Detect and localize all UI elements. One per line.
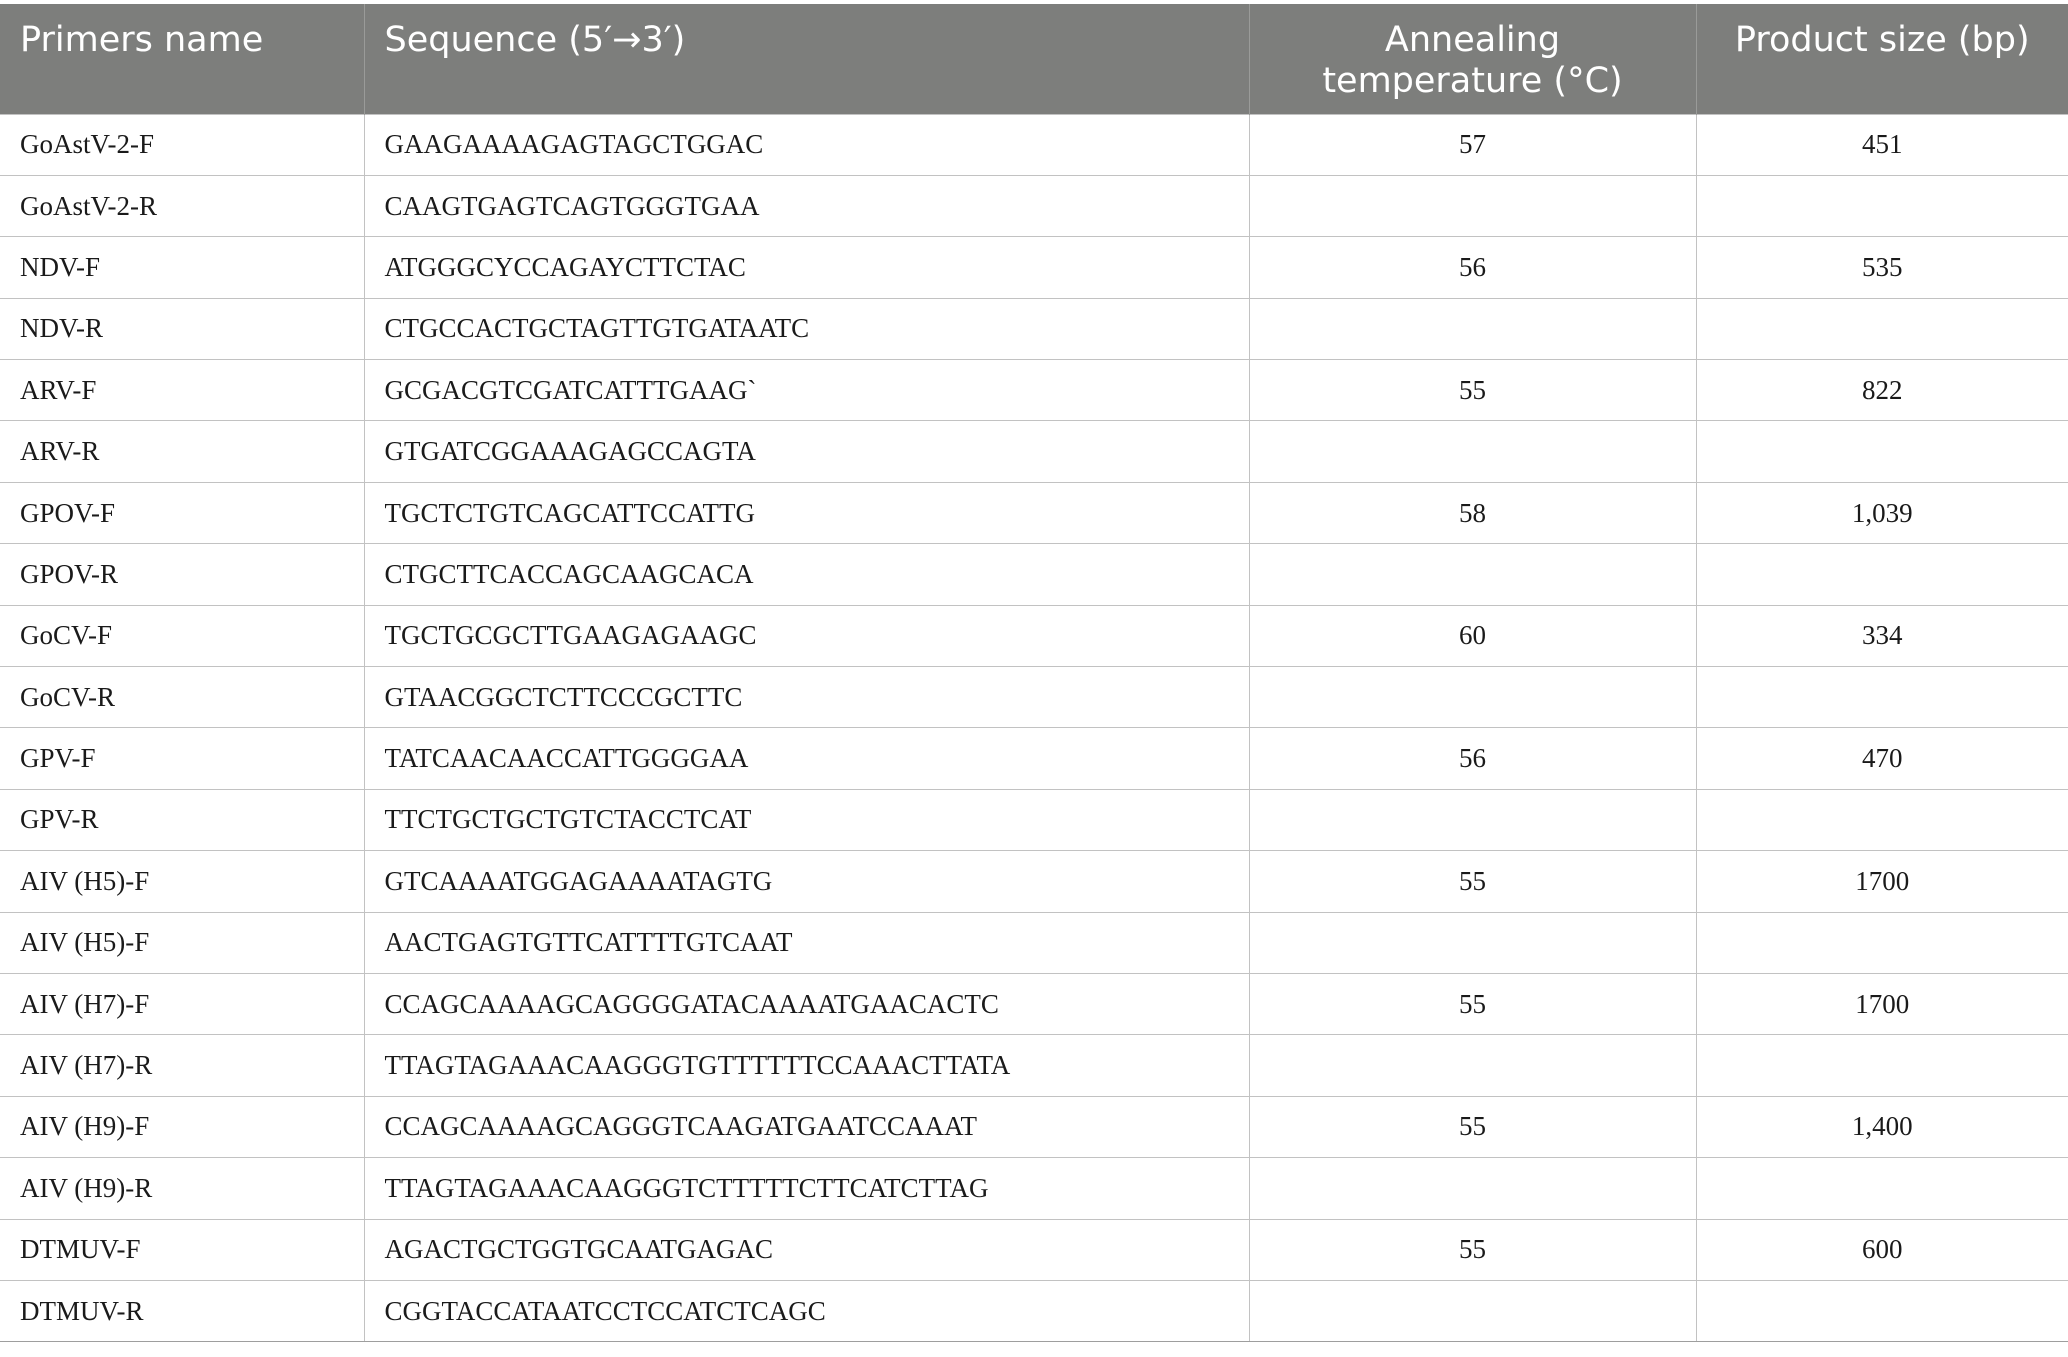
table-row — [0, 544, 2068, 605]
table-row — [0, 360, 2068, 421]
primer-name-cell: ARV-F — [0, 360, 364, 421]
annealing-temperature-cell: 56 — [1249, 237, 1696, 298]
table-row — [0, 114, 2068, 175]
sequence-cell: GTGATCGGAAAGAGCCAGTA — [364, 421, 1249, 482]
annealing-temperature-cell: 55 — [1249, 360, 1696, 421]
table-row — [0, 605, 2068, 666]
product-size-cell: 1700 — [1696, 973, 2068, 1034]
sequence-cell: GAAGAAAAGAGTAGCTGGAC — [364, 114, 1249, 175]
sequence-cell: TATCAACAACCATTGGGGAA — [364, 728, 1249, 789]
table-row — [0, 1096, 2068, 1157]
product-size-cell: 600 — [1696, 1219, 2068, 1280]
product-size-cell — [1696, 667, 2068, 728]
product-size-cell — [1696, 1035, 2068, 1096]
product-size-cell — [1696, 298, 2068, 359]
product-size-cell: 1700 — [1696, 851, 2068, 912]
annealing-temperature-cell — [1249, 544, 1696, 605]
annealing-temperature-cell — [1249, 789, 1696, 850]
product-size-cell: 1,039 — [1696, 482, 2068, 543]
product-size-cell — [1696, 1280, 2068, 1341]
sequence-cell: AACTGAGTGTTCATTTTGTCAAT — [364, 912, 1249, 973]
annealing-temperature-cell: 55 — [1249, 1096, 1696, 1157]
primer-name-cell: AIV (H9)-R — [0, 1158, 364, 1219]
annealing-temperature-cell: 60 — [1249, 605, 1696, 666]
primer-name-cell: NDV-F — [0, 237, 364, 298]
sequence-cell: CTGCTTCACCAGCAAGCACA — [364, 544, 1249, 605]
primer-name-cell: GPV-R — [0, 789, 364, 850]
sequence-cell: AGACTGCTGGTGCAATGAGAC — [364, 1219, 1249, 1280]
annealing-temperature-cell — [1249, 1035, 1696, 1096]
sequence-cell: CCAGCAAAAGCAGGGGATACAAAATGAACACTC — [364, 973, 1249, 1034]
product-size-cell: 822 — [1696, 360, 2068, 421]
primer-name-cell: GoAstV-2-R — [0, 175, 364, 236]
sequence-cell: TTAGTAGAAACAAGGGTGTTTTTTCCAAACTTATA — [364, 1035, 1249, 1096]
table-row — [0, 482, 2068, 543]
sequence-cell: GCGACGTCGATCATTTGAAG` — [364, 360, 1249, 421]
product-size-cell: 535 — [1696, 237, 2068, 298]
primer-name-cell: GoAstV-2-F — [0, 114, 364, 175]
table-row — [0, 421, 2068, 482]
table-row — [0, 1219, 2068, 1280]
header-primers-name: Primers name — [0, 4, 364, 114]
sequence-cell: CTGCCACTGCTAGTTGTGATAATC — [364, 298, 1249, 359]
primer-name-cell: DTMUV-R — [0, 1280, 364, 1341]
product-size-cell: 470 — [1696, 728, 2068, 789]
table-body — [0, 114, 2068, 1342]
annealing-temperature-cell — [1249, 667, 1696, 728]
product-size-cell — [1696, 544, 2068, 605]
primer-name-cell: GPV-F — [0, 728, 364, 789]
table-row — [0, 298, 2068, 359]
annealing-temperature-cell: 57 — [1249, 114, 1696, 175]
header-sequence: Sequence (5′→3′) — [364, 4, 1249, 114]
product-size-cell — [1696, 1158, 2068, 1219]
sequence-cell: CGGTACCATAATCCTCCATCTCAGC — [364, 1280, 1249, 1341]
primer-name-cell: GoCV-F — [0, 605, 364, 666]
annealing-temperature-cell — [1249, 912, 1696, 973]
annealing-temperature-cell — [1249, 421, 1696, 482]
header-row — [0, 4, 2068, 114]
sequence-cell: TGCTGCGCTTGAAGAGAAGC — [364, 605, 1249, 666]
primer-name-cell: AIV (H7)-R — [0, 1035, 364, 1096]
table-header — [0, 4, 2068, 114]
sequence-cell: TGCTCTGTCAGCATTCCATTG — [364, 482, 1249, 543]
primer-name-cell: AIV (H5)-F — [0, 851, 364, 912]
table-row — [0, 912, 2068, 973]
product-size-cell — [1696, 421, 2068, 482]
product-size-cell — [1696, 789, 2068, 850]
primer-name-cell: GPOV-R — [0, 544, 364, 605]
product-size-cell — [1696, 912, 2068, 973]
header-annealing-temperature: Annealing temperature (°C) — [1249, 4, 1696, 114]
annealing-temperature-cell: 55 — [1249, 1219, 1696, 1280]
primer-name-cell: ARV-R — [0, 421, 364, 482]
annealing-temperature-cell: 58 — [1249, 482, 1696, 543]
annealing-temperature-cell: 55 — [1249, 851, 1696, 912]
primer-name-cell: AIV (H9)-F — [0, 1096, 364, 1157]
annealing-temperature-cell — [1249, 298, 1696, 359]
annealing-temperature-cell — [1249, 1280, 1696, 1341]
product-size-cell: 334 — [1696, 605, 2068, 666]
annealing-temperature-cell — [1249, 175, 1696, 236]
primer-name-cell: NDV-R — [0, 298, 364, 359]
table-row — [0, 1158, 2068, 1219]
product-size-cell: 451 — [1696, 114, 2068, 175]
primers-table — [0, 4, 2068, 1342]
table-row — [0, 1280, 2068, 1341]
primer-name-cell: DTMUV-F — [0, 1219, 364, 1280]
table-row — [0, 789, 2068, 850]
table-row — [0, 1035, 2068, 1096]
header-product-size: Product size (bp) — [1696, 4, 2068, 114]
annealing-temperature-cell — [1249, 1158, 1696, 1219]
primer-name-cell: AIV (H7)-F — [0, 973, 364, 1034]
table-row — [0, 851, 2068, 912]
primer-name-cell: GoCV-R — [0, 667, 364, 728]
sequence-cell: GTAACGGCTCTTCCCGCTTC — [364, 667, 1249, 728]
sequence-cell: TTAGTAGAAACAAGGGTCTTTTTCTTCATCTTAG — [364, 1158, 1249, 1219]
product-size-cell — [1696, 175, 2068, 236]
sequence-cell: TTCTGCTGCTGTCTACCTCAT — [364, 789, 1249, 850]
product-size-cell: 1,400 — [1696, 1096, 2068, 1157]
table-row — [0, 728, 2068, 789]
sequence-cell: GTCAAAATGGAGAAAATAGTG — [364, 851, 1249, 912]
sequence-cell: CAAGTGAGTCAGTGGGTGAA — [364, 175, 1249, 236]
table-row — [0, 973, 2068, 1034]
table-row — [0, 667, 2068, 728]
sequence-cell: CCAGCAAAAGCAGGGTCAAGATGAATCCAAAT — [364, 1096, 1249, 1157]
annealing-temperature-cell: 55 — [1249, 973, 1696, 1034]
table-row — [0, 237, 2068, 298]
annealing-temperature-cell: 56 — [1249, 728, 1696, 789]
sequence-cell: ATGGGCYCCAGAYCTTCTAC — [364, 237, 1249, 298]
primer-name-cell: GPOV-F — [0, 482, 364, 543]
table-row — [0, 175, 2068, 236]
primer-name-cell: AIV (H5)-F — [0, 912, 364, 973]
